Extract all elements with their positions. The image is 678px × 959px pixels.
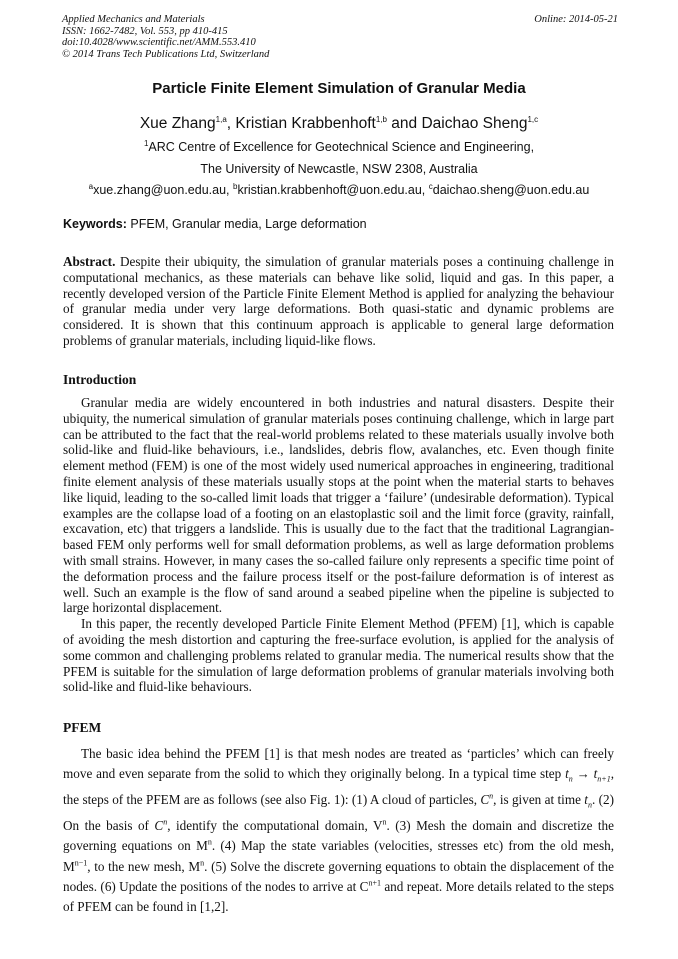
- abstract-text: Despite their ubiquity, the simulation of granular materials poses a continuing challenge in computational mechanics, as these materials can behave like solid, liquid and gas. In this paper, a recently developed version of the Particle Finite Element Method is applied for analyzing the behaviour of granular media under very large deformations. Both quasi-static and dynamic problems are considered. It is shown that this continuum approach is applicable to general large deformation problems of granular materials, including liquid-like flows.: [63, 254, 614, 348]
- abstract-label: Abstract.: [63, 254, 116, 269]
- issn-line: ISSN: 1662-7482, Vol. 553, pp 410-415: [62, 25, 228, 37]
- math-M-n: $M^n$: [188, 858, 205, 874]
- affiliation-line-2: The University of Newcastle, NSW 2308, Australia: [200, 162, 478, 176]
- pfem-paragraph: The basic idea behind the PFEM [1] is that mesh nodes are treated as ‘particles’ which can freely move and even separate from the solid to which they originally belong. In a typical time step $t_n \to t_{n+1}$, the steps of the PFEM are as follows (see also Fig. 1): (1) A cloud of particles, $C^n$, is given at time $t_n$. (2) On the basis of $C^n$, identify the computational domain, $V^n$. (3) Mesh the domain and discretize the governing equations on $M^n$. (4) Map the state variables (velocities, stresses etc) from the old mesh, $M^{n-1}$, to the new mesh, $M^n$. (5) Solve the discrete governing equations to obtain the displacement of the nodes. (6) Update the positions of the nodes to arrive at $C^{n+1}$ and repeat. More details related to the steps of PFEM can be found in [1,2].: [63, 746, 615, 915]
- doi-line: doi:10.4028/www.scientific.net/AMM.553.410: [62, 37, 256, 49]
- email-line: $^a$xue.zhang@uon.edu.au, $^b$kristian.krabbenhoft@uon.edu.au, $^c$daichao.sheng@uon.edu.au: [88, 181, 590, 197]
- email-address: daichao.sheng@uon.edu.au: [432, 183, 590, 197]
- journal-header: [62, 14, 618, 60]
- email-address: xue.zhang@uon.edu.au,: [93, 183, 233, 197]
- keywords-label: Keywords:: [63, 217, 127, 231]
- author-name: Daichao Sheng: [421, 115, 528, 132]
- section-heading-introduction: Introduction: [63, 372, 137, 387]
- author-affil-mark: 1,c: [527, 114, 539, 124]
- online-date: Online: 2014-05-21: [534, 14, 618, 25]
- math-C-n: $C^n$: [480, 791, 494, 808]
- intro-paragraph-2: In this paper, the recently developed Particle Finite Element Method (PFEM) [1], which is capable of avoiding the mesh distortion and capturing the free-surface evolution, is applied for the analysis of some common and challenging problems related to granular media. The numerical results show that the PFEM is suitable for the simulation of large deformation problems of granular materials involving both solid-like and fluid-like behaviours.: [63, 616, 614, 695]
- introduction-body: [63, 395, 614, 695]
- intro-paragraph-1: Granular media are widely encountered in both industries and natural disasters. Despite their ubiquity, the numerical simulation of granular materials poses continuing challenge, which in large part can be attributed to the fact that the real-world problems related to these materials usually involve both solid-like and fluid-like behaviours, i.e., landslides, debris flow, avalanches, etc. Even though finite element method (FEM) is one of the most widely used numerical approaches in engineering, traditional finite element analysis of these materials usually stops at the point when the material starts to behaves like liquid, leading to the so-called limit loads that trigger a ‘failure’ (undesirable deformation). Typical examples are the collapse load of a footing on an elastoplastic soil and the limit force (gravity, rainfall, excavation, etc) that triggers a landslide. This is usually due to the fact that the traditional Lagrangian-based FEM only performs well for small deformation problems, as well as large deformation problems with small strains. However, in many cases the so-called failure only represents a specific time point of the deformation process and the failure process itself or the post-failure deformation is of interest as well. Such an example is the flow of sand around a seabed pipeline when the pipeline is subjected to large horizontal displacement.: [63, 395, 614, 616]
- author-affil-mark: 1,b: [375, 114, 387, 124]
- author-list: Xue Zhang$^{1,a}$, Kristian Krabbenhoft$^{1,b}$ and Daichao Sheng$^{1,c}$: [139, 114, 539, 132]
- affiliation-line-1: $^1$ARC Centre of Excellence for Geotechnical Science and Engineering,: [143, 138, 535, 154]
- math-V-n: $V^n$: [372, 817, 387, 834]
- keywords-text: PFEM, Granular media, Large deformation: [126, 217, 367, 231]
- copyright-line: © 2014 Trans Tech Publications Ltd, Switzerland: [62, 48, 270, 60]
- math-C-n: $C^n$: [154, 817, 168, 834]
- math-M-n: $M^n$: [196, 838, 212, 854]
- paper-title: Particle Finite Element Simulation of Granular Media: [152, 80, 526, 97]
- abstract: [63, 254, 614, 349]
- journal-name: Applied Mechanics and Materials: [62, 14, 205, 25]
- section-heading-pfem: PFEM: [63, 720, 102, 735]
- math-C-n-plus-1: $C^{n+1}$: [359, 878, 381, 895]
- author-affil-mark: 1,a: [215, 114, 227, 124]
- pfem-body: [63, 744, 614, 918]
- math-t-n: $t_n \to t_{n+1}$: [565, 766, 611, 784]
- email-address: kristian.krabbenhoft@uon.edu.au,: [237, 183, 429, 197]
- author-name: Xue Zhang: [139, 115, 216, 132]
- math-t-n: $t_n$: [584, 792, 592, 810]
- keywords: [63, 217, 367, 231]
- author-name: Kristian Krabbenhoft: [235, 115, 376, 132]
- math-M-n-minus-1: $M^{n-1}$: [63, 858, 88, 874]
